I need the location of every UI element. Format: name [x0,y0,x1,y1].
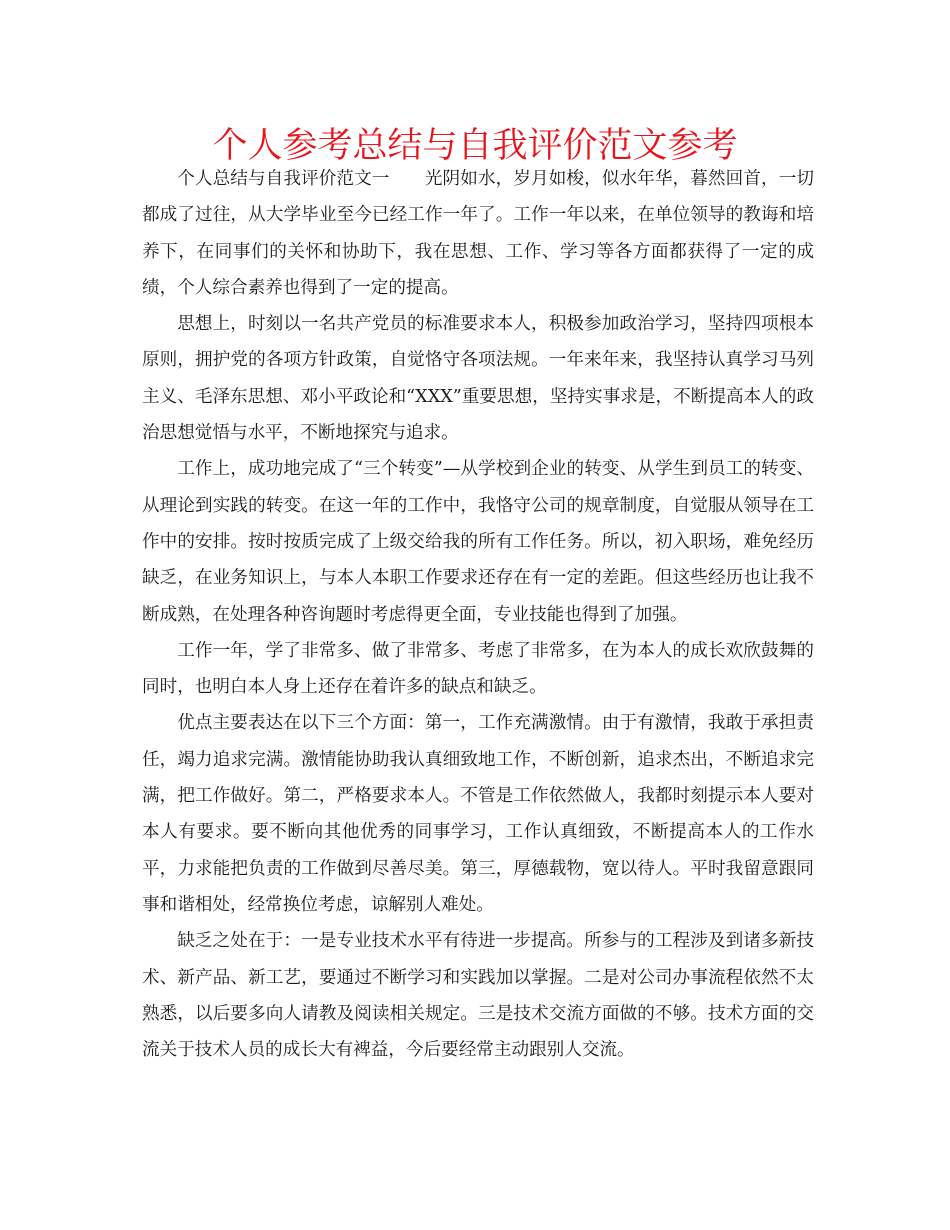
paragraph-intro: 个人总结与自我评价范文一 光阴如水，岁月如梭，似水年华，暮然回首，一切都成了过往，从大学毕业至今已经工作一年了。工作一年以来，在单位领导的教诲和培养下，在同事们的关怀和协助下，我在思想、工作、学习等各方面都获得了一定的成绩，个人综合素养也得到了一定的提高。 [142,169,814,298]
document-title: 个人参考总结与自我评价范文参考 [212,126,738,166]
paragraph-shortcomings: 缺乏之处在于：一是专业技术水平有待进一步提高。所参与的工程涉及到诸多新技术、新产品、新工艺，要通过不断学习和实践加以掌握。二是对公司办事流程依然不太熟悉，以后要多向人请教及阅读相关规定。三是技术交流方面做的不够。技术方面的交流关于技术人员的成长大有裨益，今后要经常主动跟别人交流。 [142,931,814,1061]
document-body [142,161,814,1068]
paragraph-work: 工作上，成功地完成了“三个转变”—从学校到企业的转变、从学生到员工的转变、从理论到实践的转变。在这一年的工作中，我恪守公司的规章制度，自觉服从领导在工作中的安排。按时按质完成了上级交给我的所有工作任务。所以，初入职场，难免经历缺乏，在业务知识上，与本人本职工作要求还存在有一定的差距。但这些经历也让我不断成熟，在处理各种咨询题时考虑得更全面，专业技能也得到了加强。 [142,459,814,625]
paragraph-reflection: 工作一年，学了非常多、做了非常多、考虑了非常多，在为本人的成长欢欣鼓舞的同时，也明白本人身上还存在着许多的缺点和缺乏。 [142,640,814,698]
paragraph-strengths: 优点主要表达在以下三个方面：第一，工作充满激情。由于有激情，我敢于承担责任，竭力追求完满。激情能协助我认真细致地工作，不断创新，追求杰出，不断追求完满，把工作做好。第二，严格要求本人。不管是工作依然做人，我都时刻提示本人要对本人有要求。要不断向其他优秀的同事学习，工作认真细致，不断提高本人的工作水平，力求能把负责的工作做到尽善尽美。第三，厚德载物，宽以待人。平时我留意跟同事和谐相处，经常换位考虑，谅解别人难处。 [142,713,814,915]
paragraph-thought: 思想上，时刻以一名共产党员的标准要求本人，积极参加政治学习，坚持四项根本原则，拥护党的各项方针政策，自觉恪守各项法规。一年来年来，我坚持认真学习马列主义、毛泽东思想、邓小平政论和“XXX”重要思想，坚持实事求是，不断提高本人的政治思想觉悟与水平，不断地探究与追求。 [142,314,814,444]
